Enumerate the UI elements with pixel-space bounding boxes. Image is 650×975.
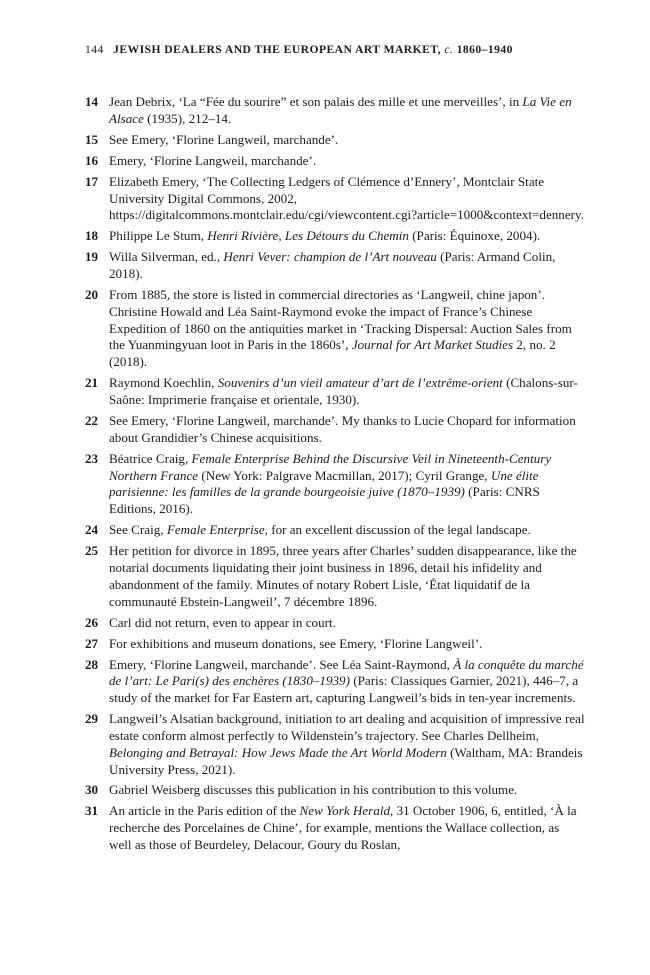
endnote-text bbox=[109, 451, 551, 516]
endnote bbox=[85, 94, 585, 128]
endnote bbox=[85, 657, 585, 707]
endnote-italic-text: Journal for Art Market Studies bbox=[351, 337, 514, 353]
endnote-text bbox=[109, 132, 338, 147]
endnote-text-run: , 31 October 1906, 6, entitled, ‘À la recherche des Porcelaines de Chine’, for example, mentions the Wallace collection, as well as those of Beurdeley, Delacour, Goury du Roslan, bbox=[109, 803, 577, 853]
endnote-number: 16 bbox=[85, 152, 99, 168]
endnote-text-run: (Paris: Équinoxe, 2004). bbox=[408, 228, 541, 244]
endnote-text-run: (Waltham, MA: Brandeis University Press, 2021). bbox=[109, 744, 583, 777]
endnote bbox=[85, 228, 585, 245]
endnote bbox=[85, 174, 585, 224]
running-header bbox=[85, 43, 585, 56]
endnote-number: 15 bbox=[85, 131, 99, 147]
endnote-text bbox=[109, 711, 585, 776]
endnote-text-run: An article in the Paris edition of the bbox=[109, 803, 300, 819]
endnote-italic-text: Belonging and Betrayal: How Jews Made the Art World Modern bbox=[109, 744, 447, 760]
endnote-italic-text: Henri Vever: champion de l’Art nouveau bbox=[223, 249, 437, 265]
endnote-text-run: See Emery, ‘Florine Langweil, marchande’. My thanks to Lucie Chopard for information about Grandidier’s Chinese acquisitions. bbox=[109, 413, 576, 445]
endnote-text-run: (Paris: Classiques Garnier, 2021), 446–7, a study of the market for Far Eastern art, capturing Langweil’s bids in ten-year increments. bbox=[109, 673, 579, 706]
endnote bbox=[85, 711, 585, 778]
endnote bbox=[85, 249, 585, 283]
endnote-italic-text: Henri Rivière, Les Détours du Chemin bbox=[207, 228, 409, 244]
endnote bbox=[85, 543, 585, 610]
endnote-italic-text: La Vie en Alsace bbox=[109, 94, 572, 126]
endnote bbox=[85, 803, 585, 853]
endnote-number: 25 bbox=[85, 543, 99, 559]
endnote-text bbox=[109, 615, 336, 630]
endnote-text-run: (Chalons-sur-Saône: Imprimerie française et orientale, 1930). bbox=[109, 375, 578, 408]
endnote-number: 17 bbox=[85, 173, 99, 189]
endnote-text-run: Willa Silverman, ed., bbox=[109, 249, 224, 265]
running-title-text: JEWISH DEALERS AND THE EUROPEAN ART MARKET, bbox=[113, 43, 445, 56]
endnote-number: 23 bbox=[85, 450, 99, 466]
endnote bbox=[85, 287, 585, 371]
endnote-text-run: Gabriel Weisberg discusses this publication in his contribution to this volume. bbox=[109, 782, 518, 798]
endnote bbox=[85, 636, 585, 653]
endnote bbox=[85, 375, 585, 409]
endnote-text-run: (1935), 212–14. bbox=[143, 110, 232, 126]
endnote-text-run: See Craig, bbox=[109, 522, 167, 538]
endnote-italic-text: Une élite parisienne: les familles de la grande bourgeoisie juive (1870–1939) bbox=[109, 467, 539, 500]
endnote-italic-text: À la conquête du marché de l’art: Le Pari(s) des enchères (1830–1939) bbox=[109, 656, 584, 689]
endnote bbox=[85, 451, 585, 518]
endnote-text bbox=[109, 657, 584, 706]
endnote-number: 19 bbox=[85, 249, 99, 265]
endnote-text-run: (Paris: CNRS Editions, 2016). bbox=[109, 484, 540, 517]
endnote bbox=[85, 522, 585, 539]
endnote-number: 22 bbox=[85, 413, 99, 429]
endnote-text bbox=[109, 228, 540, 243]
endnote-number: 24 bbox=[85, 522, 99, 538]
endnote-number: 29 bbox=[85, 711, 99, 727]
endnote-text-run: , for an excellent discussion of the legal landscape. bbox=[264, 522, 531, 538]
endnote bbox=[85, 782, 585, 799]
endnote-number: 31 bbox=[85, 803, 99, 819]
endnote-text-run: Emery, ‘Florine Langweil, marchande’. See Léa Saint-Raymond, bbox=[109, 656, 454, 672]
endnote bbox=[85, 615, 585, 632]
endnote-italic-text: New York Herald bbox=[299, 803, 391, 819]
endnote bbox=[85, 413, 585, 447]
endnote-text-run: 2, no. 2 (2018). bbox=[109, 337, 556, 370]
endnote bbox=[85, 132, 585, 149]
endnote-text bbox=[109, 375, 578, 407]
endnote-number: 20 bbox=[85, 287, 99, 303]
endnote-text bbox=[109, 636, 482, 651]
endnote-text-run: See Emery, ‘Florine Langweil, marchande’. bbox=[109, 131, 339, 147]
endnote-text-run: Philippe Le Stum, bbox=[109, 228, 208, 244]
endnote-text-run: Her petition for divorce in 1895, three years after Charles’ sudden disappearance, like the notarial documents liquidating their joint business in 1896, detail his infidelity and abandonment of the family. Minutes of notary Robert Lisle, ‘État liquidatif de la communauté Ebstein-Langweil’, 7 décembre 1896. bbox=[109, 543, 577, 609]
endnote-italic-text: Female Enterprise bbox=[166, 522, 265, 538]
running-title-dates: 1860–1940 bbox=[453, 43, 513, 56]
endnote-number: 27 bbox=[85, 635, 99, 651]
endnote-text bbox=[109, 174, 584, 223]
endnote-number: 28 bbox=[85, 656, 99, 672]
endnote-number: 21 bbox=[85, 375, 99, 391]
endnote-italic-text: Souvenirs d’un vieil amateur d’art de l’extrême-orient bbox=[217, 375, 503, 391]
endnote-text bbox=[109, 153, 316, 168]
endnote-text-run: From 1885, the store is listed in commercial directories as ‘Langweil, chine japon’. Christine Howald and Léa Saint-Raymond evoke the impact of France’s Chinese Expedition of 1860 on the antiquities market in ‘Tracking Dispersal: Auction Sales from the Yuanmingyuan loot in Paris in the 1860s’, bbox=[109, 287, 572, 353]
endnote-text bbox=[109, 94, 572, 126]
endnote-number: 14 bbox=[85, 94, 99, 109]
endnote-number: 30 bbox=[85, 782, 99, 798]
endnotes-list bbox=[85, 94, 585, 858]
endnote-text-run: (New York: Palgrave Macmillan, 2017); Cyril Grange, bbox=[198, 467, 491, 483]
endnote bbox=[85, 153, 585, 170]
endnote-text-run: Raymond Koechlin, bbox=[109, 375, 218, 391]
endnote-number: 18 bbox=[85, 228, 99, 244]
endnote-italic-text: Female Enterprise Behind the Discursive Veil in Nineteenth-Century Northern France bbox=[109, 450, 552, 483]
endnote-text-run: Langweil’s Alsatian background, initiation to art dealing and acquisition of impressive real estate conform almost perfectly to Wildenstein’s trajectory. See Charles Dellheim, bbox=[109, 711, 585, 743]
endnote-text-run: Jean Debrix, ‘La “Fée du sourire” et son palais des mille et une merveilles’, in bbox=[109, 94, 523, 109]
endnote-text-run: Emery, ‘Florine Langweil, marchande’. bbox=[109, 152, 317, 168]
endnote-text-run: Carl did not return, even to appear in court. bbox=[109, 614, 336, 630]
endnote-text-run: For exhibitions and museum donations, see Emery, ‘Florine Langweil’. bbox=[109, 635, 483, 651]
running-title-circa: c. bbox=[444, 43, 454, 56]
endnote-text bbox=[109, 287, 572, 369]
endnote-text bbox=[109, 249, 555, 281]
running-title bbox=[113, 43, 513, 56]
endnote-text bbox=[109, 543, 577, 608]
endnote-text-run: Béatrice Craig, bbox=[109, 450, 192, 466]
endnote-text bbox=[109, 413, 576, 445]
page-number: 144 bbox=[85, 43, 104, 56]
endnote-text bbox=[109, 803, 577, 852]
endnote-text bbox=[109, 522, 531, 537]
endnote-text-run: Elizabeth Emery, ‘The Collecting Ledgers of Clémence d’Ennery’, Montclair State University Digital Commons, 2002, https://digitalcommons.montclair.edu/cgi/viewcontent.cgi?article=1000&context=dennery. bbox=[109, 173, 584, 223]
endnote-text-run: (Paris: Armand Colin, 2018). bbox=[109, 249, 556, 282]
endnote-number: 26 bbox=[85, 614, 99, 630]
endnote-text bbox=[109, 782, 517, 797]
